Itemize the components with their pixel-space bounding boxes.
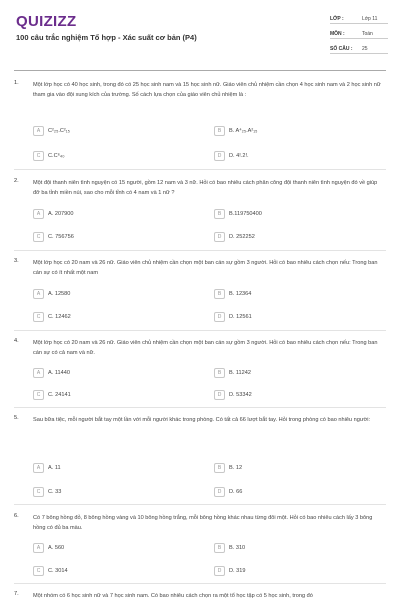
option-text: B. 12364	[229, 291, 252, 297]
option-letter: C	[33, 566, 44, 576]
option-text: D. 319	[229, 568, 246, 574]
option-text: A. 12580	[48, 291, 71, 297]
question-text: Một nhóm có 6 học sinh nữ và 7 học sinh nam. Có bao nhiêu cách chọn ra một tổ học tập có 5 học sinh, trong đó	[33, 593, 313, 599]
meta-underline	[330, 53, 388, 54]
option-text: B.119750400	[229, 211, 262, 217]
option-text: C²₂₅.C²₁₅	[48, 128, 70, 134]
option-text: B. 11242	[229, 370, 251, 376]
option-text: C.C⁶₄₀	[48, 153, 65, 159]
meta-subject-value: Toán	[362, 31, 373, 37]
option-text: B. 12	[229, 465, 243, 471]
question-separator	[14, 250, 386, 251]
meta-class-label: LỚP :	[330, 16, 344, 22]
meta-underline	[330, 38, 388, 39]
question-text: Một lớp học có 40 học sinh, trong đó có 25 học sinh nam và 15 học sinh nữ. Giáo viên chủ nhiệm cần chọn 4 học sinh nam và 2 học sinh nữ tham gia vào đội xung kích của trường. Số cách lựa chọn của giáo viên chủ nhiệm là :	[33, 82, 381, 98]
option-letter: C	[33, 312, 44, 322]
meta-underline	[330, 23, 388, 24]
option-text: A. 560	[48, 545, 65, 551]
question-text: Một lớp học có 20 nam và 26 nữ. Giáo viên chủ nhiệm cần chọn một ban cán sự gồm 3 người. Hỏi có bao nhiêu cách chọn nếu: Trong ban cán sự có cả nam và nữ.	[33, 340, 378, 356]
question-text: Một lớp học có 20 nam và 26 nữ. Giáo viên chủ nhiệm cần chọn một ban cán sự gồm 3 người. Hỏi có bao nhiêu cách chọn nếu: Trong ban cán sự có ít nhất một nam	[33, 260, 378, 276]
option-text: B. 310	[229, 545, 246, 551]
option-letter: C	[33, 390, 44, 400]
option-letter: C	[33, 151, 44, 161]
meta-subject-label: MÔN :	[330, 31, 345, 37]
option-text: C. 3014	[48, 568, 68, 574]
option-letter: D	[214, 312, 225, 322]
option-text: C. 33	[48, 489, 62, 495]
option-text: D. 12561	[229, 314, 252, 320]
question-number: 5.	[14, 415, 19, 421]
page-header	[0, 0, 400, 64]
option-text: A. 11	[48, 465, 61, 471]
option-letter: D	[214, 151, 225, 161]
question-separator	[14, 330, 386, 331]
option-text: D. 53342	[229, 392, 252, 398]
option-letter: A	[33, 126, 44, 136]
option-letter: C	[33, 232, 44, 242]
meta-class-value: Lớp 11	[362, 16, 378, 22]
option-letter: A	[33, 289, 44, 299]
option-text: C. 756756	[48, 234, 74, 240]
question-number: 6.	[14, 513, 19, 519]
document-title: 100 câu trắc nghiệm Tổ hợp - Xác suất cơ bản (P4)	[16, 33, 197, 42]
option-letter: D	[214, 487, 225, 497]
option-letter: B	[214, 126, 225, 136]
question-separator	[14, 407, 386, 408]
question-separator	[14, 504, 386, 505]
option-text: D. 252252	[229, 234, 255, 240]
question-number: 1.	[14, 80, 19, 86]
option-letter: D	[214, 390, 225, 400]
option-text: D. 4!.2!.	[229, 153, 249, 159]
option-letter: D	[214, 566, 225, 576]
option-text: A. 207900	[48, 211, 74, 217]
question-text: Sau bữa tiệc, mỗi người bắt tay một lần với mỗi người khác trong phòng. Có tất cả 66 lượt bắt tay. Hỏi trong phòng có bao nhiêu người:	[33, 417, 371, 423]
meta-count-value: 25	[362, 46, 368, 52]
option-letter: B	[214, 209, 225, 219]
question-text: Có 7 bông hồng đỏ, 8 bông hồng vàng và 10 bông hồng trắng, mỗi bông hồng khác nhau từng đôi một. Hỏi có bao nhiêu cách lấy 3 bông hồng có đủ ba màu.	[33, 515, 373, 531]
meta-count-label: SỐ CÂU :	[330, 46, 353, 52]
header-divider	[14, 70, 386, 71]
question-number: 7.	[14, 591, 19, 597]
option-letter: B	[214, 543, 225, 553]
option-text: D. 66	[229, 489, 243, 495]
question-separator	[14, 583, 386, 584]
option-letter: A	[33, 209, 44, 219]
option-letter: C	[33, 487, 44, 497]
question-separator	[14, 169, 386, 170]
question-number: 3.	[14, 258, 19, 264]
option-text: B. A⁴₂₅.A²₁₅	[229, 128, 258, 134]
quizizz-logo: QUIZIZZ	[16, 13, 77, 30]
question-text: Một đội thanh niên tình nguyện có 15 người, gồm 12 nam và 3 nữ. Hỏi có bao nhiêu cách phân công đội thanh niên tình nguyện đó về giúp đỡ ba tỉnh miền núi, sao cho mỗi tỉnh có 4 nam và 1 nữ ?	[33, 180, 378, 196]
option-text: C. 24141	[48, 392, 71, 398]
option-text: A. 11440	[48, 370, 70, 376]
option-text: C. 12462	[48, 314, 71, 320]
option-letter: A	[33, 368, 44, 378]
question-number: 2.	[14, 178, 19, 184]
option-letter: B	[214, 289, 225, 299]
option-letter: B	[214, 368, 225, 378]
option-letter: B	[214, 463, 225, 473]
option-letter: A	[33, 463, 44, 473]
option-letter: A	[33, 543, 44, 553]
option-letter: D	[214, 232, 225, 242]
question-number: 4.	[14, 338, 19, 344]
